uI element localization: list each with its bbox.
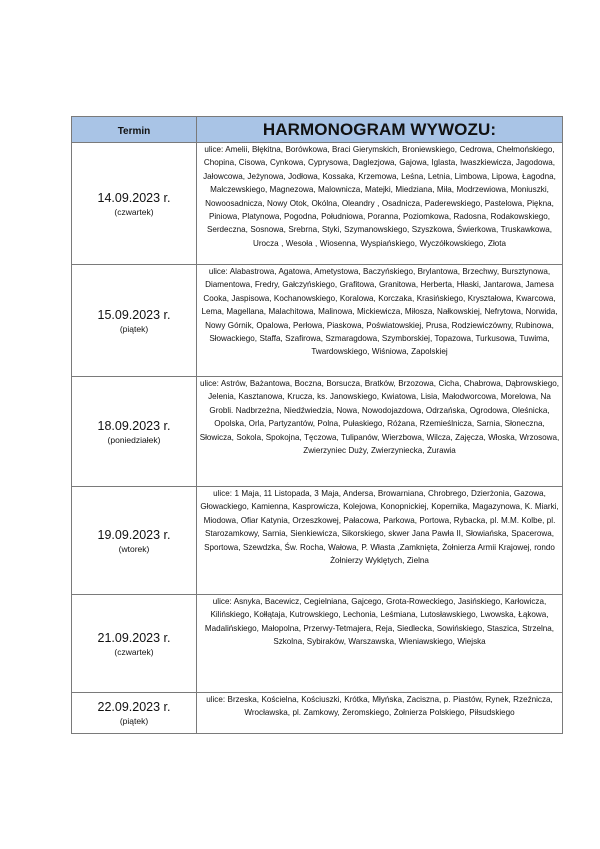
- collection-weekday: (poniedziałek): [107, 434, 161, 445]
- schedule-title-header: [197, 117, 563, 143]
- collection-weekday: (piątek): [119, 323, 149, 334]
- table-row: [72, 265, 563, 377]
- collection-weekday: (wtorek): [118, 543, 150, 554]
- collection-date: 18.09.2023 r.: [97, 418, 171, 433]
- table-row: [72, 693, 563, 734]
- streets-cell: ulice: Astrów, Bażantowa, Boczna, Borsucza, Bratków, Brzozowa, Cicha, Chabrowa, Dąbrowskiego, Jelenia, Kasztanowa, Krucza, ks. Janowskiego, Kwiatowa, Lisia, Małodworcowa, Morelowa, Na Grobli. Nadbrzeżna, Niedźwiedzia, Nowa, Nowodojazdowa, Odrzańska, Ogrodowa, Oleśnicka, Opolska, Orla, Partyzantów, Polna, Pułaskiego, Różana, Rzemieślnicza, Sarnia, Słoneczna, Słowicza, Sokola, Spokojna, Tęczowa, Tulipanów, Wierzbowa, Wilcza, Zajęcza, Włoska, Wrzosowa, Zwierzyniec Duży, Zwierzyniecka, Żurawia: [197, 377, 563, 487]
- termin-header: [72, 117, 197, 143]
- collection-date: 21.09.2023 r.: [97, 630, 171, 645]
- date-cell: [72, 265, 197, 377]
- collection-weekday: (piątek): [119, 716, 149, 726]
- streets-cell: ulice: 1 Maja, 11 Listopada, 3 Maja, Andersa, Browarniana, Chrobrego, Dzierżonia, Gazowa, Głowackiego, Kamienna, Kasprowicza, Kolejowa, Konopnickiej, Kopernika, Magazynowa, K. Miarki, Miodowa, Ofiar Katynia, Orzeszkowej, Pałacowa, Parkowa, Portowa, Rybacka, pl. M.M. Kolbe, pl. Starozamkowy, Sarnia, Sienkiewicza, Sikorskiego, skwer Jana Pawła II, Słowiańska, Spacerowa, Sportowa, Szewdzka, Św. Rocha, Wałowa, P. Własta ,Zamknięta, Żołnierza Armii Krajowej, rondo Żołnierzy Wyklętych, Zielna: [197, 487, 563, 595]
- date-cell: [72, 595, 197, 693]
- date-cell: [72, 693, 197, 734]
- collection-date: 19.09.2023 r.: [97, 527, 171, 542]
- termin-header-label: Termin: [117, 125, 151, 137]
- table-row: [72, 143, 563, 265]
- schedule-title: HARMONOGRAM WYWOZU:: [262, 119, 497, 139]
- table-row: [72, 377, 563, 487]
- streets-cell: ulice: Brzeska, Kościelna, Kościuszki, Krótka, Młyńska, Zaciszna, p. Piastów, Rynek, Rzeźnicza, Wrocławska, pl. Zamkowy, Żeromskiego, Żołnierza Polskiego, Piłsudskiego: [197, 693, 563, 734]
- table-header-row: [72, 117, 563, 143]
- streets-cell: ulice: Asnyka, Bacewicz, Cegielniana, Gajcego, Grota-Roweckiego, Jasińskiego, Karłowicza, Kilińskiego, Kołłątaja, Kutrowskiego, Lechonia, Leśmiana, Lutosławskiego, Lwowska, Łąkowa, Madalińskiego, Małopolna, Przerwy-Tetmajera, Reja, Siedlecka, Sowińskiego, Staszica, Strzelna, Szkolna, Sybiraków, Warszawska, Wieniawskiego, Wiejska: [197, 595, 563, 693]
- date-cell: [72, 377, 197, 487]
- streets-cell: ulice: Alabastrowa, Agatowa, Ametystowa, Baczyńskiego, Brylantowa, Brzechwy, Bursztynowa, Diamentowa, Fredry, Gałczyńskiego, Grafitowa, Granitowa, Herberta, Hłaski, Jantarowa, Jamesa Cooka, Jaspisowa, Kochanowskiego, Koralowa, Korczaka, Krasińskiego, Kryształowa, Kwarcowa, Lema, Magellana, Malachitowa, Malinowa, Mickiewicza, Miłosza, Nałkowskiej, Nefrytowa, Norwida, Nowy Górnik, Opalowa, Perłowa, Piaskowa, Poświatowskiej, Prusa, Rodziewiczówny, Rubinowa, Słowackiego, Staffa, Szafirowa, Szmaragdowa, Szymborskiej, Topazowa, Turkusowa, Tuwima, Twardowskiego, Wiśniowa, Zapolskiej: [197, 265, 563, 377]
- date-cell: [72, 487, 197, 595]
- collection-date: 14.09.2023 r.: [97, 190, 171, 205]
- collection-date: 22.09.2023 r.: [97, 700, 171, 714]
- collection-weekday: (czwartek): [114, 646, 154, 657]
- table-row: [72, 487, 563, 595]
- table-row: [72, 595, 563, 693]
- date-cell: [72, 143, 197, 265]
- collection-date: 15.09.2023 r.: [97, 307, 171, 322]
- collection-weekday: (czwartek): [114, 206, 154, 217]
- schedule-table: [71, 116, 563, 734]
- streets-cell: ulice: Amelii, Błękitna, Borówkowa, Braci Gierymskich, Broniewskiego, Cedrowa, Chełmońskiego, Chopina, Cisowa, Cynkowa, Cyprysowa, Daglezjowa, Gajowa, Iglasta, Iwaszkiewicza, Jagodowa, Jałowcowa, Jeżynowa, Jodłowa, Kossaka, Krzemowa, Leśna, Letnia, Limbowa, Lipowa, Łagodna, Malczewskiego, Magnezowa, Malownicza, Matejki, Miedziana, Miła, Modrzewiowa, Moniuszki, Nowoosadnicza, Nowy Otok, Okólna, Oleandry , Osadnicza, Paderewskiego, Pastelowa, Piękna, Piniowa, Platynowa, Pogodna, Południowa, Poranna, Poziomkowa, Radosna, Rodakowskiego, Serdeczna, Sosnowa, Srebrna, Styki, Szymanowskiego, Szyszkowa, Świerkowa, Truskawkowa, Urocza , Wesoła , Wiosenna, Wyspiańskiego, Wyczółkowskiego, Złota: [197, 143, 563, 265]
